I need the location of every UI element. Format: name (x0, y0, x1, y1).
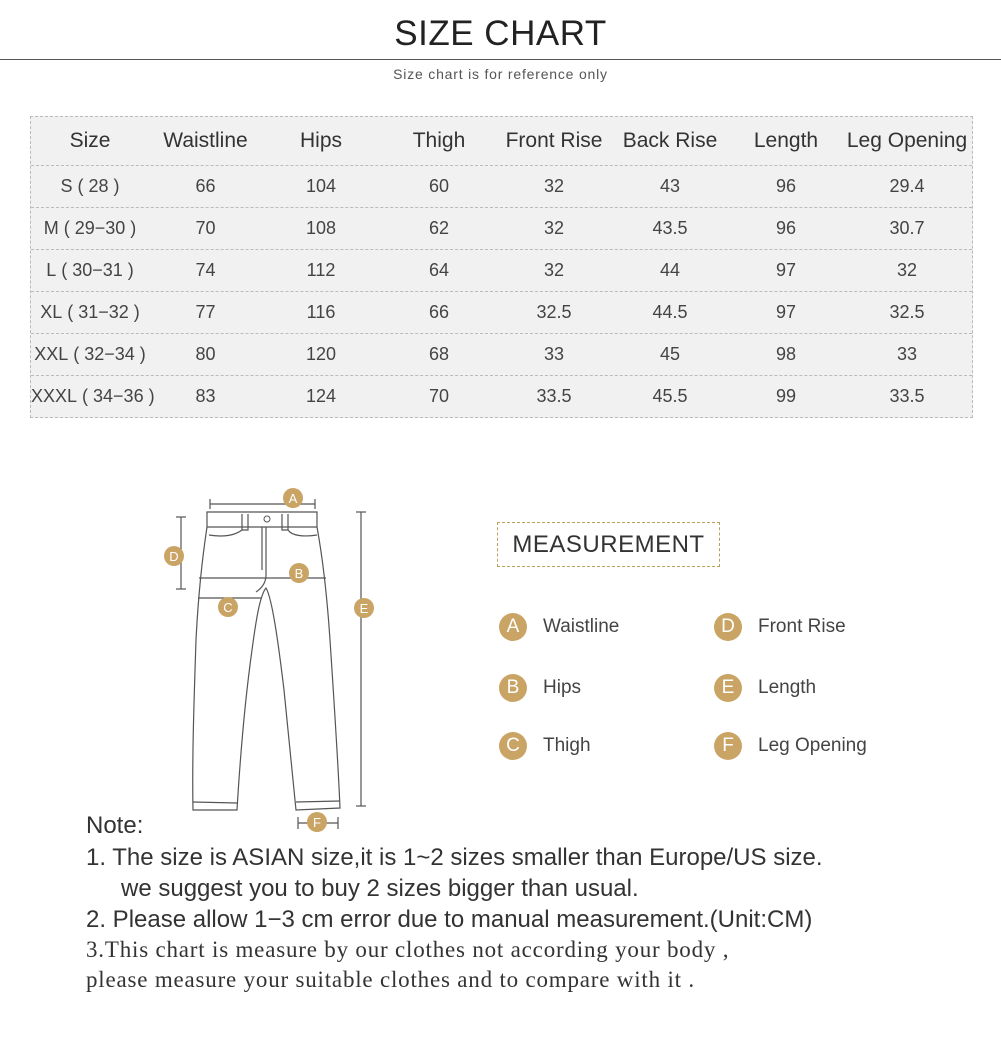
legend-item-front-rise (714, 613, 846, 641)
legend-label: Leg Opening (758, 735, 867, 756)
measurement-title: MEASUREMENT (497, 522, 720, 567)
note-2: 2. Please allow 1−3 cm error due to manual measurement.(Unit:CM) (86, 906, 813, 933)
svg-text:C: C (223, 600, 233, 615)
legend-label: Waistline (543, 616, 620, 637)
table-cell: 32 (543, 176, 565, 196)
table-cell: 96 (775, 176, 797, 196)
table-cell: 80 (195, 344, 216, 364)
legend-badge-b: B (499, 674, 527, 702)
table-cell: 33.5 (889, 386, 925, 406)
legend-item-thigh (499, 732, 591, 760)
legend-item-leg-opening (714, 732, 867, 760)
table-cell: 44 (659, 260, 681, 280)
legend-label: Thigh (543, 735, 591, 756)
table-cell: 64 (428, 260, 450, 280)
column-header-hips: Hips (299, 129, 342, 152)
svg-text:B: B (294, 566, 304, 581)
table-row (31, 249, 972, 291)
marker-d (164, 546, 184, 566)
legend-label: Front Rise (758, 616, 846, 637)
table-cell: 33 (896, 344, 918, 364)
marker-a (283, 488, 303, 508)
legend-badge-f: F (714, 732, 742, 760)
svg-text:F: F (313, 815, 321, 830)
marker-f (307, 812, 327, 832)
table-cell: XL ( 31−32 ) (40, 302, 140, 322)
table-header-row (31, 117, 972, 165)
legend-badge-c: C (499, 732, 527, 760)
note-1-continued: we suggest you to buy 2 sizes bigger than usual. (121, 875, 639, 902)
legend-badge-e: E (714, 674, 742, 702)
table-cell: 98 (775, 344, 797, 364)
table-cell: 29.4 (889, 176, 925, 196)
table-cell: 44.5 (652, 302, 688, 322)
note-3-continued: please measure your suitable clothes and to compare with it . (86, 967, 695, 992)
column-header-leg-opening: Leg Opening (846, 129, 968, 152)
table-cell: 96 (775, 218, 797, 238)
column-header-front-rise: Front Rise (505, 129, 603, 152)
table-cell: 108 (305, 218, 337, 238)
svg-text:A: A (288, 491, 298, 506)
column-header-back-rise: Back Rise (622, 129, 718, 152)
marker-c (218, 597, 238, 617)
page-subtitle: Size chart is for reference only (393, 66, 608, 82)
legend-label: Length (758, 677, 817, 698)
table-cell: 33.5 (536, 386, 572, 406)
table-row (31, 165, 972, 207)
svg-text:D: D (169, 549, 179, 564)
column-header-waistline: Waistline (163, 129, 248, 152)
size-table (30, 116, 973, 418)
table-cell: 30.7 (889, 218, 925, 238)
legend-item-waistline (499, 613, 619, 641)
table-cell: 104 (305, 176, 337, 196)
table-row (31, 291, 972, 333)
table-cell: 77 (195, 302, 216, 322)
table-cell: XXXL ( 34−36 ) (31, 386, 155, 406)
table-cell: 66 (428, 302, 450, 322)
table-cell: 45.5 (652, 386, 688, 406)
legend-badge-a: A (499, 613, 527, 641)
jeans-diagram (155, 480, 385, 840)
legend-item-length (714, 674, 816, 702)
legend-item-hips (499, 674, 581, 702)
table-cell: 32 (896, 260, 918, 280)
table-cell: 68 (428, 344, 450, 364)
table-cell: L ( 30−31 ) (46, 260, 134, 280)
table-cell: 32.5 (889, 302, 925, 322)
table-cell: 66 (195, 176, 216, 196)
table-cell: 43.5 (652, 218, 688, 238)
title-divider (0, 59, 1001, 60)
table-cell: 32 (543, 218, 565, 238)
table-cell: 32.5 (536, 302, 572, 322)
table-cell: 70 (428, 386, 450, 406)
table-row (31, 333, 972, 375)
table-cell: 45 (659, 344, 681, 364)
table-cell: 62 (428, 218, 450, 238)
table-row (31, 375, 972, 417)
table-cell: S ( 28 ) (60, 176, 120, 196)
table-cell: 120 (305, 344, 337, 364)
note-1: 1. The size is ASIAN size,it is 1~2 sizes smaller than Europe/US size. (86, 844, 823, 871)
table-cell: 83 (195, 386, 216, 406)
legend-label: Hips (543, 677, 582, 698)
table-cell: 97 (775, 260, 797, 280)
table-cell: 43 (659, 176, 681, 196)
notes-heading: Note: (86, 812, 144, 839)
svg-text:E: E (359, 601, 369, 616)
page-title: SIZE CHART (394, 14, 607, 53)
table-cell: 97 (775, 302, 797, 322)
column-header-size: Size (69, 129, 111, 152)
table-cell: 33 (543, 344, 565, 364)
marker-b (289, 563, 309, 583)
table-cell: 32 (543, 260, 565, 280)
table-row (31, 207, 972, 249)
table-cell: 70 (195, 218, 216, 238)
column-header-length: Length (753, 129, 819, 152)
table-cell: 60 (428, 176, 450, 196)
table-cell: XXL ( 32−34 ) (34, 344, 146, 364)
table-cell: 74 (195, 260, 216, 280)
table-cell: M ( 29−30 ) (43, 218, 137, 238)
table-cell: 112 (306, 260, 336, 280)
legend-badge-d: D (714, 613, 742, 641)
marker-e (354, 598, 374, 618)
table-cell: 99 (775, 386, 797, 406)
table-cell: 116 (306, 302, 336, 322)
column-header-thigh: Thigh (412, 129, 466, 152)
note-3: 3.This chart is measure by our clothes not according your body , (86, 937, 730, 962)
table-cell: 124 (305, 386, 337, 406)
